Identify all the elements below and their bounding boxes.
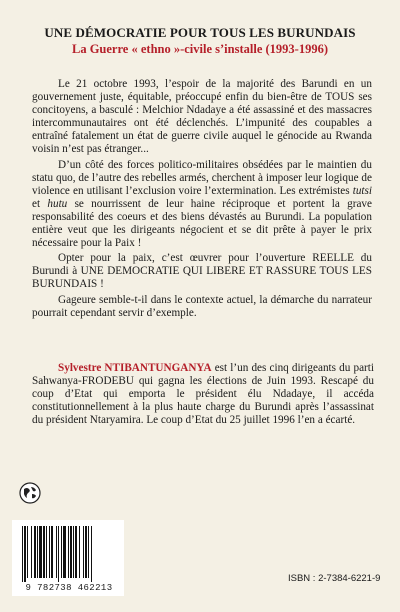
blurb-paragraph-1: Le 21 octobre 1993, l’espoir de la majorité des Barundi en un gouvernement juste, équitable, préoccupé enfin du bien-être de TOUS ses concitoyens, a basculé : Melchior Ndadaye a été assassiné et des massacres intercommunautaires ont été déclenchés. L’impunité des coupables a entraîné fatalement un état de guerre civile auquel le génocide au Rwanda voisin n’est pas étranger... xyxy=(32,78,372,156)
blurb-paragraph-4: Gageure semble-t-il dans le contexte actuel, la démarche du narrateur pourrait cependant servir d’exemple. xyxy=(32,293,372,319)
barcode-number: 9 782738 462213 xyxy=(25,583,113,593)
book-subtitle: La Guerre « ethno »-civile s’installe (1993-1996) xyxy=(72,42,328,56)
barcode xyxy=(12,520,124,596)
barcode-bars xyxy=(20,526,116,582)
book-title: UNE DÉMOCRATIE POUR TOUS LES BURUNDAIS xyxy=(44,25,356,40)
isbn: ISBN : 2-7384-6221-9 xyxy=(288,573,381,584)
term-hutu: hutu xyxy=(47,197,68,210)
blurb-p2-part-2: et xyxy=(32,197,48,210)
blurb xyxy=(32,78,372,322)
author-paragraph xyxy=(32,362,374,427)
author-bio xyxy=(32,362,374,427)
blurb-p2-part-3: se nourrissent de leur haine réciproque et portent la grave responsabilité des coeurs et des biens dévastés au Burundi. La population entière veut que les dirigeants négocient et se dit prête à payer le prix nécessaire pour la Paix ! xyxy=(32,197,372,250)
globe-logo-icon xyxy=(19,482,41,504)
author-bio-text: est l’un des cinq dirigeants du parti Sahwanya-FRODEBU qui gagna les élections de Juin 1993. Rescapé du coup d’Etat qui emporta le président élu Ndadaye, il accéda constitutionnellement à la plus haute charge du Burundi après l’assassinat du président Ntaryamira. Le coup d’Etat du 25 juillet 1996 l’en a écarté. xyxy=(32,362,374,427)
author-name: Sylvestre NTIBANTUNGANYA xyxy=(58,362,212,374)
blurb-paragraph-3: Opter pour la paix, c’est œuvrer pour l’ouverture REELLE du Burundi à UNE DEMOCRATIE QUI LIBERE ET RASSURE TOUS LES BURUNDAIS ! xyxy=(32,252,372,291)
blurb-paragraph-2 xyxy=(32,159,372,251)
term-tutsi: tutsi xyxy=(352,184,372,197)
blurb-p2-part-1: D’un côté des forces politico-militaires obsédées par le maintien du statu quo, de l’autre des rebelles armés, cherchent à imposer leur logique de violence en utilisant l’exclusion voire l’extermination. Les extrémistes xyxy=(32,158,372,197)
